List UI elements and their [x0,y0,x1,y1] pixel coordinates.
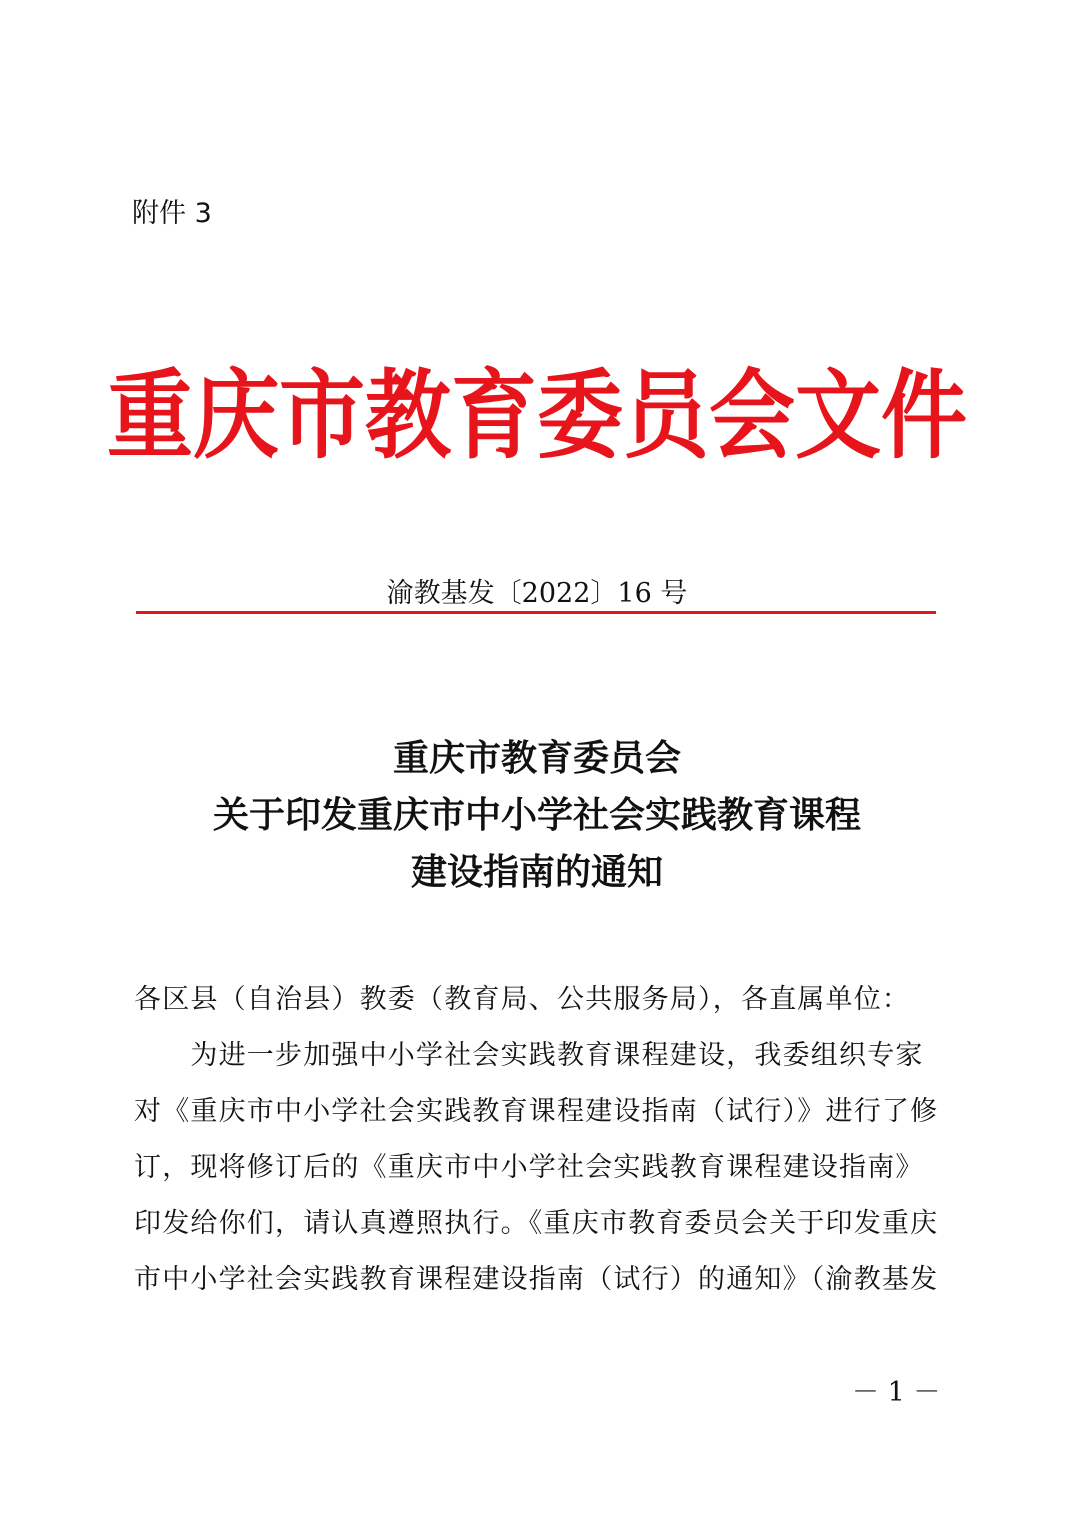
notice-title [0,730,1074,901]
document-number: 渝教基发〔2022〕16 号 [386,578,688,609]
body-line: 印发给你们，请认真遵照执行。《重庆市教育委员会关于印发重庆 [134,1208,939,1239]
title-line-3: 建设指南的通知 [410,851,663,893]
page-number: － 1 － [852,1377,941,1408]
body-line: 市中小学社会实践教育课程建设指南（试行）的通知》（渝教基发 [134,1264,939,1295]
body-line: 为进一步加强中小学社会实践教育课程建设，我委组织专家 [134,1040,924,1071]
body-line: 对《重庆市中小学社会实践教育课程建设指南（试行）》进行了修 [134,1096,939,1127]
attachment-label: 附件 3 [132,198,212,229]
masthead-title: 重庆市教育委员会文件 [107,360,967,473]
title-line-1: 重庆市教育委员会 [392,737,681,779]
salutation-line: 各区县（自治县）教委（教育局、公共服务局），各直属单位： [134,984,911,1015]
title-line-2: 关于印发重庆市中小学社会实践教育课程 [212,794,861,836]
body-line: 订，现将修订后的《重庆市中小学社会实践教育课程建设指南》 [134,1152,924,1183]
red-divider-line [136,611,936,614]
body-text [134,972,946,1308]
